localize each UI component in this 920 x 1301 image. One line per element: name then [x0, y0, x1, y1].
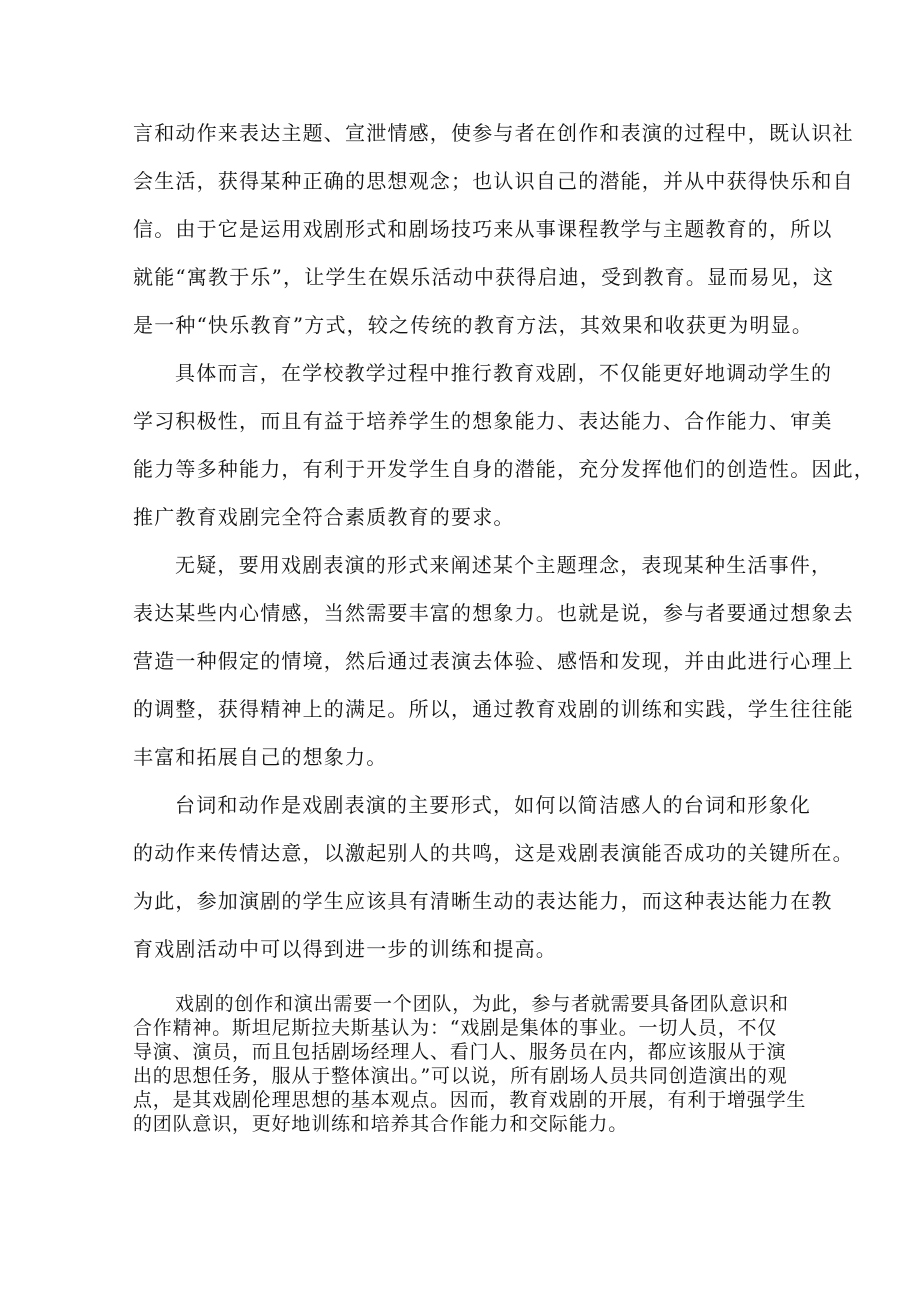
- text-line: 戏剧的创作和演出需要一个团队，为此，参与者就需要具备团队意识和: [175, 993, 789, 1015]
- text-line: 点，是其戏剧伦理思想的基本观点。因而，教育戏剧的开展，有利于增强学生: [133, 1089, 807, 1111]
- text-line: 的调整，获得精神上的满足。所以，通过教育戏剧的训练和实践，学生往往能: [133, 697, 854, 721]
- text-line: 的团队意识，更好地训练和培养其合作能力和交际能力。: [133, 1113, 629, 1135]
- text-line: 具体而言，在学校教学过程中推行教育戏剧，不仅能更好地调动学生的: [175, 361, 833, 385]
- text-line: 无疑，要用戏剧表演的形式来阐述某个主题理念，表现某种生活事件，: [175, 553, 833, 577]
- text-line: 台词和动作是戏剧表演的主要形式，如何以简洁感人的台词和形象化: [175, 793, 811, 817]
- text-line: 是一种“快乐教育”方式，较之传统的教育方法，其效果和收获更为明显。: [133, 313, 814, 337]
- text-line: 就能“寓教于乐”，让学生在娱乐活动中获得启迪，受到教育。显而易见，这: [133, 265, 835, 289]
- text-line: 学习积极性，而且有益于培养学生的想象能力、表达能力、合作能力、审美: [133, 409, 833, 433]
- text-line: 推广教育戏剧完全符合素质教育的要求。: [133, 505, 515, 529]
- text-line: 会生活，获得某种正确的思想观念；也认识自己的潜能，并从中获得快乐和自: [133, 169, 854, 193]
- text-line: 的动作来传情达意，以激起别人的共鸣，这是戏剧表演能否成功的关键所在。: [133, 841, 854, 865]
- text-line: 育戏剧活动中可以得到进一步的训练和提高。: [133, 937, 557, 961]
- text-line: 丰富和拓展自己的想象力。: [133, 745, 388, 769]
- text-line: 为此，参加演剧的学生应该具有清晰生动的表达能力，而这种表达能力在教: [133, 889, 833, 913]
- text-line: 言和动作来表达主题、宣泄情感，使参与者在创作和表演的过程中，既认识社: [133, 121, 854, 145]
- text-line: 导演、演员，而且包括剧场经理人、看门人、服务员在内，都应该服从于演: [133, 1041, 787, 1063]
- text-line: 信。由于它是运用戏剧形式和剧场技巧来从事课程教学与主题教育的，所以: [133, 217, 833, 241]
- text-line: 出的思想任务，服从于整体演出。”可以说，所有剧场人员共同创造演出的观: [133, 1065, 788, 1087]
- text-line: 表达某些内心情感，当然需要丰富的想象力。也就是说，参与者要通过想象去: [133, 601, 854, 625]
- text-line: 营造一种假定的情境，然后通过表演去体验、感悟和发现，并由此进行心理上: [133, 649, 854, 673]
- text-line: 合作精神。斯坦尼斯拉夫斯基认为：“戏剧是集体的事业。一切人员，不仅: [133, 1017, 778, 1039]
- text-line: 能力等多种能力，有利于开发学生自身的潜能，充分发挥他们的创造性。因此，: [133, 457, 875, 481]
